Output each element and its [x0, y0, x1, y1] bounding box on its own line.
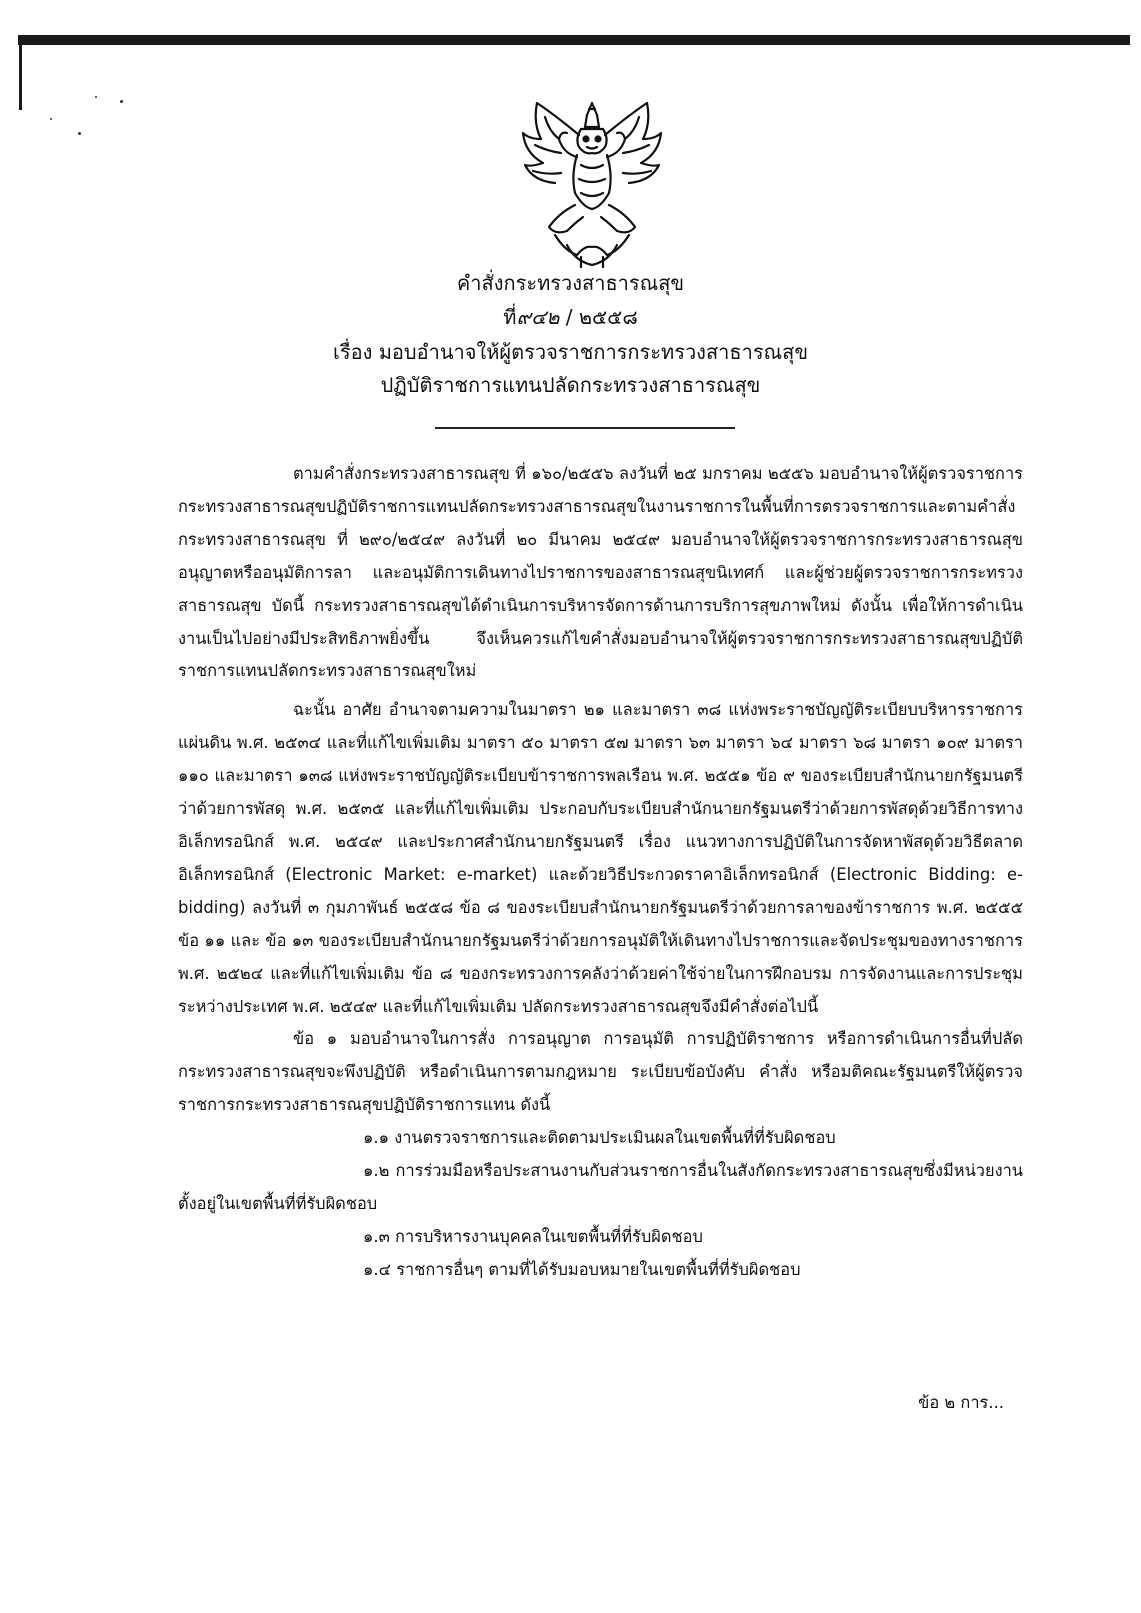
order-number-prefix: ที่ [503, 305, 517, 329]
subject-line-2: ปฏิบัติราชการแทนปลัดกระทรวงสาธารณสุข [380, 373, 761, 397]
clause-item-1-3: ๑.๓ การบริหารงานบุคคลในเขตพื้นที่ที่รับผิดชอบ [363, 1226, 703, 1246]
scan-speck [50, 118, 52, 120]
scan-speck [95, 96, 97, 98]
scan-speck [78, 132, 81, 135]
order-number-handwritten: ๙๔๒ [516, 305, 560, 329]
header-separator [435, 427, 735, 429]
paragraph-background: ตามคำสั่งกระทรวงสาธารณสุข ที่ ๑๖๐/๒๕๕๖ ลงวันที่ ๒๕ มกราคม ๒๕๕๖ มอบอำนาจให้ผู้ตรวจราชการกระทรวงสาธารณสุขปฏิบัติราชการแทนปลัดกระทรวงสาธารณสุขในงานราชการในพื้นที่การตรวจราชการและตามคำสั่งกระทรวงสาธารณสุข ที่ ๒๙๐/๒๕๔๙ ลงวันที่ ๒๐ มีนาคม ๒๕๔๙ มอบอำนาจให้ผู้ตรวจราชการกระทรวงสาธารณสุขอนุญาตหรืออนุมัติการลา และอนุมัติการเดินทางไปราชการของสาธารณสุขนิเทศก์ และผู้ช่วยผู้ตรวจราชการกระทรวงสาธารณสุข บัดนี้ กระทรวงสาธารณสุขได้ดำเนินการบริหารจัดการด้านการบริการสุขภาพใหม่ ดังนั้น เพื่อให้การดำเนินงานเป็นไปอย่างมีประสิทธิภาพยิ่งขึ้น จึงเห็นควรแก้ไขคำสั่งมอบอำนาจให้ผู้ตรวจราชการกระทรวงสาธารณสุขปฏิบัติราชการแทนปลัดกระทรวงสาธารณสุขใหม่ [178, 464, 1023, 681]
subject-line-1: เรื่อง มอบอำนาจให้ผู้ตรวจราชการกระทรวงสาธารณสุข [332, 340, 808, 364]
clause-item-1-4: ๑.๔ ราชการอื่นๆ ตามที่ได้รับมอบหมายในเขตพื้นที่ที่รับผิดชอบ [363, 1259, 801, 1279]
clause-item-1-1: ๑.๑ งานตรวจราชการและติดตามประเมินผลในเขตพื้นที่ที่รับผิดชอบ [363, 1128, 836, 1148]
page-continuation: ข้อ ๒ การ... [918, 1393, 1004, 1412]
garuda-emblem-icon [515, 95, 670, 270]
document-body [178, 458, 1023, 1287]
document-title: คำสั่งกระทรวงสาธารณสุข [456, 271, 685, 295]
paragraph-legal-basis: ฉะนั้น อาศัย อำนาจตามความในมาตรา ๒๑ และมาตรา ๓๘ แห่งพระราชบัญญัติระเบียบบริหารราชการแผ่นดิน พ.ศ. ๒๕๓๔ และที่แก้ไขเพิ่มเติม มาตรา ๕๐ มาตรา ๕๗ มาตรา ๖๓ มาตรา ๖๔ มาตรา ๖๘ มาตรา ๑๐๙ มาตรา ๑๑๐ และมาตรา ๑๓๘ แห่งพระราชบัญญัติระเบียบข้าราชการพลเรือน พ.ศ. ๒๕๕๑ ข้อ ๙ ของระเบียบสำนักนายกรัฐมนตรีว่าด้วยการพัสดุ พ.ศ. ๒๕๓๕ และที่แก้ไขเพิ่มเติม ประกอบกับระเบียบสำนักนายกรัฐมนตรีว่าด้วยการพัสดุด้วยวิธีการทางอิเล็กทรอนิกส์ พ.ศ. ๒๕๔๙ และประกาศสำนักนายกรัฐมนตรี เรื่อง แนวทางการปฏิบัติในการจัดหาพัสดุด้วยวิธีตลาดอิเล็กทรอนิกส์ (Electronic Market: e-market) และด้วยวิธีประกวดราคาอิเล็กทรอนิกส์ (Electronic Bidding: e-bidding) ลงวันที่ ๓ กุมภาพันธ์ ๒๕๕๘ ข้อ ๘ ของระเบียบสำนักนายกรัฐมนตรีว่าด้วยการลาของข้าราชการ พ.ศ. ๒๕๕๕ ข้อ ๑๑ และ ข้อ ๑๓ ของระเบียบสำนักนายกรัฐมนตรีว่าด้วยการอนุมัติให้เดินทางไปราชการและจัดประชุมของทางราชการ พ.ศ. ๒๕๒๔ และที่แก้ไขเพิ่มเติม ข้อ ๘ ของกระทรวงการคลังว่าด้วยค่าใช้จ่ายในการฝึกอบรม การจัดงานและการประชุมระหว่างประเทศ พ.ศ. ๒๕๔๙ และที่แก้ไขเพิ่มเติม ปลัดกระทรวงสาธารณสุขจึงมีคำสั่งต่อไปนี้ [178, 700, 1023, 1016]
scan-border-left [19, 45, 22, 110]
scan-border-top [18, 35, 1130, 45]
scan-speck [120, 100, 123, 103]
order-number [0, 302, 1141, 332]
clause-item-1-2: ๑.๒ การร่วมมือหรือประสานงานกับส่วนราชการอื่นในสังกัดกระทรวงสาธารณสุขซึ่งมีหน่วยงานตั้งอยู่ในเขตพื้นที่ที่รับผิดชอบ [178, 1161, 1023, 1213]
order-number-year: / ๒๕๕๘ [565, 305, 638, 329]
paragraph-clause-1: ข้อ ๑ มอบอำนาจในการสั่ง การอนุญาต การอนุมัติ การปฏิบัติราชการ หรือการดำเนินการอื่นที่ปลัดกระทรวงสาธารณสุขจะพึงปฏิบัติ หรือดำเนินการตามกฎหมาย ระเบียบข้อบังคับ คำสั่ง หรือมติคณะรัฐมนตรีให้ผู้ตรวจราชการกระทรวงสาธารณสุขปฏิบัติราชการแทน ดังนี้ [178, 1029, 1023, 1115]
